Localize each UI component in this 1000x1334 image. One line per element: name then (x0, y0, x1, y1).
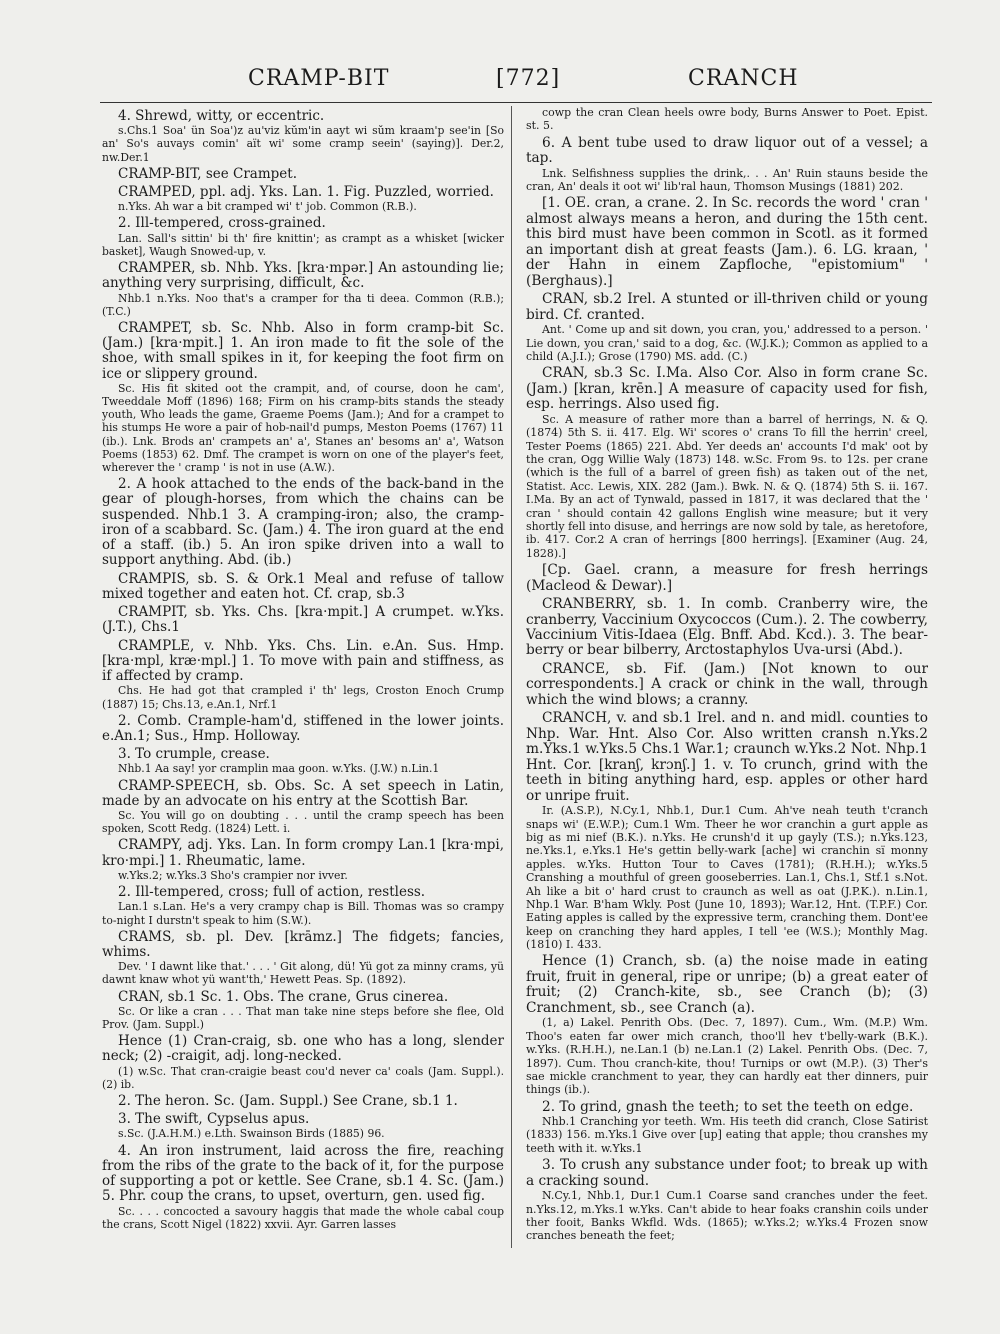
left-citation: Nhb.1 Aa say! yor cramplin maa goon. w.Yks. (J.W.) n.Lin.1 (118, 762, 440, 776)
left-entry: 4. Shrewd, witty, or eccentric. (118, 108, 325, 124)
right-entry: [Cp. Gael. crann, a measure for fresh herrings (Macleod & Dewar).] (526, 562, 928, 594)
header-rule (100, 102, 932, 103)
left-entry: CRAMPY, adj. Yks. Lan. In form crompy Lan.1 [kra·mpi, kro·mpi.] 1. Rheumatic, lame. (102, 837, 504, 869)
left-citation: Chs. He had got that crampled i' th' legs, Croston Enoch Crump (1887) 15; Chs.13, e.An.1, Nrf.1 (102, 684, 504, 711)
left-entry: 2. Comb. Crample-ham'd, stiffened in the lower joints. e.An.1; Sus., Hmp. Holloway. (102, 712, 504, 744)
left-citation: w.Yks.2; w.Yks.3 Sho's crampier nor ivver. (118, 868, 348, 882)
left-entry: 2. A hook attached to the ends of the back-band in the gear of plough-horses, from which the chains can be suspended. Nhb.1 3. A cramping-iron; also, the cramp-iron of a scabbard. Sc. (Jam.) 4. The iron guard at the end of a staff. (ib.) 5. An iron spike driven into a wall to support anything. Abd. (ib.) (102, 476, 504, 569)
left-citation: (1) w.Sc. That cran-craigie beast cou'd never ca' coals (Jam. Suppl.). (2) ib. (102, 1064, 504, 1091)
left-citation: s.Chs.1 Soa' ün Soa')z au'viz kŭm'in aayt wi sŭm kraam'p see'in [So an' So's auvays comin' aït wi' some cramp seein' (saying)]. Der.2, nw.Der.1 (102, 124, 504, 164)
running-head-left: CRAMP-BIT (248, 66, 390, 91)
right-entry: CRANCE, sb. Fif. (Jam.) [Not known to our correspondents.] A crack or chink in the wall, through which the wind blows; a cranny. (526, 660, 928, 708)
right-entry: 2. To grind, gnash the teeth; to set the teeth on edge. (542, 1098, 914, 1115)
left-entry: 3. The swift, Cypselus apus. (118, 1111, 310, 1128)
left-citation: Nhb.1 n.Yks. Noo that's a cramper for tha ti deea. Common (R.B.); (T.C.) (102, 291, 504, 318)
left-entry: CRAMPIS, sb. S. & Ork.1 Meal and refuse of tallow mixed together and eaten hot. Cf. crap, sb.3 (102, 570, 504, 602)
left-entry: 2. Ill-tempered, cross; full of action, restless. (118, 884, 426, 901)
left-citation: Sc. . . . concocted a savoury haggis that made the whole cabal coup the crans, Scott Nigel (1822) xxvii. Ayr. Garren lasses (102, 1204, 504, 1231)
left-entry: CRAMS, sb. pl. Dev. [krāmz.] The fidgets; fancies, whims. (102, 928, 504, 960)
left-citation: Lan. Sall's sittin' bi th' fire knittin'; as crampt as a whisket [wicker basket], Waugh Snowed-up, v. (102, 231, 504, 258)
left-entry: CRAMP-SPEECH, sb. Obs. Sc. A set speech in Latin, made by an advocate on his entry at the Scottish Bar. (102, 777, 504, 809)
right-entry: CRANCH, v. and sb.1 Irel. and n. and midl. counties to Nhp. War. Hnt. Also Cor. Also written cransh n.Yks.2 m.Yks.1 w.Yks.5 Chs.1 War.1; craunch w.Yks.2 Not. Nhp.1 Hnt. Cor. [kranʃ, krɔnʃ.] 1. v. To crunch, grind with the teeth in biting anything hard, esp. apples or other hard or unripe fruit. (526, 710, 928, 804)
right-entry: CRANBERRY, sb. 1. In comb. Cranberry wire, the cranberry, Vaccinium Oxycoccos (Cum.). 2. The cowberry, Vaccinium Vitis-Idaea (Elg. Bnff. Abd. Kcd.). 3. The bear-berry or bear bilberry, Arctostaphylos Uva-ursi (Abd.). (526, 596, 928, 659)
left-entry: CRAMPET, sb. Sc. Nhb. Also in form cramp-bit Sc. (Jam.) [kra·mpit.] 1. An iron made to fit the sole of the shoe, with small spikes in it, for keeping the foot firm on ice or slippery ground. (102, 319, 504, 382)
left-entry: CRAMPIT, sb. Yks. Chs. [kra·mpit.] A crumpet. w.Yks. (J.T.), Chs.1 (102, 604, 504, 636)
right-entry: 6. A bent tube used to draw liquor out of a vessel; a tap. (526, 134, 928, 167)
left-column (102, 106, 504, 1250)
left-citation: n.Yks. Ah war a bit cramped wi' t' job. Common (R.B.). (118, 200, 417, 214)
left-citation: Sc. His fit skited oot the crampit, and, of course, doon he cam', Tweeddale Moff (1896) 168; Firm on his cramp-bits stands the steady youth, Who leads the game, Graeme Poems (Jam.); And for a crampet to his stumps He wore a pair of hob-nail'd pumps, Meston Poems (1767) 11 (ib.). Lnk. Brods an' crampets an' a', Stanes an' besoms an' a', Watson Poems (1853) 62. Dmf. The crampet is worn on one of the player's feet, wherever the ' cramp ' is not in use (A.W.). (102, 381, 504, 474)
right-entry: [1. OE. cran, a crane. 2. In Sc. records the word ' cran ' almost always means a heron, and during the 15th cent. this bird must have been common in Scotl. as it formed an important dish at great feasts (Jam.). 6. LG. kraan, ' der Hahn in einem Zapfloche, "epistomium" ' (Berghaus).] (526, 195, 928, 289)
column-divider (511, 106, 512, 1248)
left-entry: 4. An iron instrument, laid across the fire, reaching from the ribs of the grate to the back of it, for the purpose of supporting a pot or kettle. See Crane, sb.1 4. Sc. (Jam.) 5. Phr. coup the crans, to upset, overturn, gen. used fig. (102, 1142, 504, 1205)
left-entry: 2. Ill-tempered, cross-grained. (118, 215, 326, 232)
left-entry: Hence (1) Cran-craig, sb. one who has a long, slender neck; (2) -craigit, adj. long-necked. (102, 1033, 504, 1065)
right-citation: Ir. (A.S.P.), N.Cy.1, Nhb.1, Dur.1 Cum. Ah've neah teuth t'cranch snaps wi' (E.W.P.); Cum.1 Wm. Theer he wor cranchin a gurt apple as big as mi nief (B.K.). n.Yks. He crunsh'd it up gayly (T.S.); n.Yks.123, ne.Yks.1, e.Yks.1 He's gettin belly-wark [ache] wi cranchin sï monny apples. w.Yks. Hutton Tour to Caves (1781); (R.H.H.); w.Yks.5 Cranshing a mouthful of green gooseberries. Lan.1, Chs.1, Stf.1 s.Not. Ah like a bit o' hard crust to craunch as well as oat (J.P.K.). n.Lin.1, Nhp.1 War. B'ham Wkly. Post (June 10, 1893); War.12, Hnt. (T.P.F.) Cor. Eating apples is called by the expressive term, cranching them. Dont'ee keep on cranching they hard apples, I tell 'ee (W.S.); Monthly Mag. (1810) I. 433. (526, 804, 928, 952)
right-column (526, 106, 928, 1250)
running-head-right: CRANCH (688, 66, 799, 91)
left-entry: 2. The heron. Sc. (Jam. Suppl.) See Crane, sb.1 1. (118, 1092, 458, 1109)
right-citation: Sc. A measure of rather more than a barrel of herrings, N. & Q. (1874) 5th S. ii. 417. Elg. Wi' scores o' crans To fill the herrin' creel, Tester Poems (1865) 221. Abd. Yer deeds an' accounts I'd mak' oot by the cran, Ogg Willie Waly (1873) 148. w.Sc. From 9s. to 12s. per crane (which is the full of a barrel of green fish) as taken out of the net, Statist. Acc. Lewis, XIX. 282 (Jam.). Bwk. N. & Q. (1874) 5th S. ii. 167. I.Ma. By an act of Tynwald, passed in 1817, it was declared that the ' cran ' should contain 42 gallons English wine measure; but it very shortly fell into disuse, and herrings are now sold by tale, as heretofore, ib. 417. Cor.2 A cran of herrings [800 herrings]. [Examiner (Aug. 24, 1828).] (526, 412, 928, 560)
left-entry: 3. To crumple, crease. (118, 746, 270, 763)
left-entry: CRAMPER, sb. Nhb. Yks. [kra·mpər.] An astounding lie; anything very surprising, difficult, &c. (102, 260, 504, 292)
right-entry: CRAN, sb.2 Irel. A stunted or ill-thriven child or young bird. Cf. cranted. (526, 291, 928, 323)
left-citation: Lan.1 s.Lan. He's a very crampy chap is Bill. Thomas was so crampy to-night I durstn't speak to him (S.W.). (102, 900, 504, 927)
right-citation: cowp the cran Clean heels owre body, Burns Answer to Poet. Epist. st. 5. (526, 106, 928, 133)
right-entry: Hence (1) Cranch, sb. (a) the noise made in eating fruit, fruit in general, ripe or unripe; (b) a great eater of fruit; (2) Cranch-kite, sb., see Cranch (b); (3) Cranchment, sb., see Cranch (a). (526, 953, 928, 1016)
right-citation: Ant. ' Come up and sit down, you cran, you,' addressed to a person. ' Lie down, you cran,' said to a dog, &c. (W.J.K.); Common as applied to a child (A.J.I.); Grose (1790) MS. add. (C.) (526, 323, 928, 364)
left-citation: Sc. You will go on doubting . . . until the cramp speech has been spoken, Scott Redg. (1824) Lett. i. (102, 809, 504, 836)
left-citation: Sc. Or like a cran . . . That man take nine steps before she flee, Old Prov. (Jam. Suppl.) (102, 1004, 504, 1031)
left-entry: CRAMP-BIT, see Crampet. (118, 165, 298, 182)
right-citation: (1, a) Lakel. Penrith Obs. (Dec. 7, 1897). Cum., Wm. (M.P.) Wm. Thoo's eaten far ower mich cranch, thoo'll hev t'belly-wark (B.K.). w.Yks. (R.H.H.), ne.Lan.1 (b) ne.Lan.1 (2) Lakel. Penrith Obs. (Dec. 7, 1897). Cum. Thou cranch-kite, thou! Turnips or owt (M.P.). (3) Ther's sae mickle cranchment to year, they can hardly eat ther dinners, puir things (ib.). (526, 1016, 928, 1097)
right-citation: Nhb.1 Cranching yor teeth. Wm. His teeth did cranch, Close Satirist (1833) 156. m.Yks.1 Give over [up] eating that apple; thou cranshes my teeth with it. w.Yks.1 (526, 1115, 928, 1155)
left-entry: CRAMPLE, v. Nhb. Yks. Chs. Lin. e.An. Sus. Hmp. [kra·mpl, kræ·mpl.] 1. To move with pain and stiffness, as if affected by cramp. (102, 637, 504, 685)
left-entry: CRAMPED, ppl. adj. Yks. Lan. 1. Fig. Puzzled, worried. (118, 184, 494, 201)
page-number: [772] (496, 66, 561, 91)
right-entry: 3. To crush any substance under foot; to break up with a cracking sound. (526, 1157, 928, 1189)
right-citation: N.Cy.1, Nhb.1, Dur.1 Cum.1 Coarse sand cranches under the feet. n.Yks.12, m.Yks.1 w.Yks. Can't abide to hear foaks cranshin coils under ther fooit, Banks Wkfld. Wds. (1865); w.Yks.2; w.Yks.4 Frozen snow cranches beneath the feet; (526, 1189, 928, 1243)
right-entry: CRAN, sb.3 Sc. I.Ma. Also Cor. Also in form crane Sc. (Jam.) [kran, krēn.] A measure of capacity used for fish, esp. herrings. Also used fig. (526, 365, 928, 413)
right-citation: Lnk. Selfishness supplies the drink,. . . An' Ruin stauns beside the cran, An' deals it oot wi' lib'ral haun, Thomson Musings (1881) 202. (526, 166, 928, 194)
left-citation: s.Sc. (J.A.H.M.) e.Lth. Swainson Birds (1885) 96. (118, 1127, 385, 1141)
left-citation: Dev. ' I dawnt like that.' . . . ' Git along, dü! Yü got za minny crams, yü dawnt knaw whot yü want'th,' Hewett Peas. Sp. (1892). (102, 960, 504, 987)
left-entry: CRAN, sb.1 Sc. 1. Obs. The crane, Grus cinerea. (118, 988, 449, 1005)
